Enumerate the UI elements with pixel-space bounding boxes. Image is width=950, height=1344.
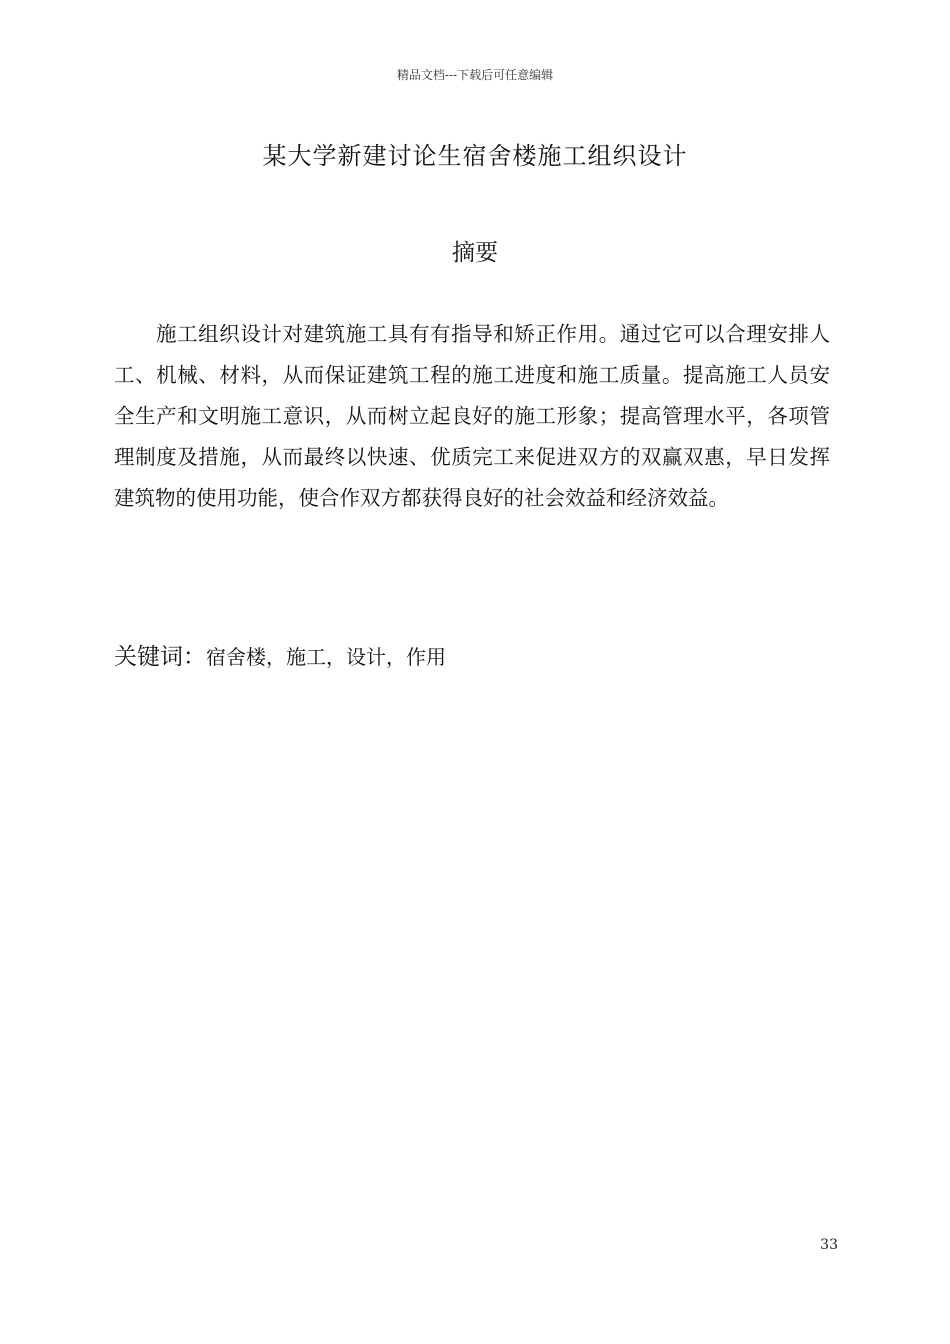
document-title: 某大学新建讨论生宿舍楼施工组织设计 (262, 142, 688, 170)
page-number: 33 (820, 1237, 838, 1253)
keywords-line (114, 638, 830, 671)
abstract-heading: 摘要 (452, 240, 498, 266)
keywords-value: 宿舍楼，施工，设计，作用 (206, 645, 446, 669)
abstract-paragraph: 施工组织设计对建筑施工具有有指导和矫正作用。通过它可以合理安排人工、机械、材料，从而保证建筑工程的施工进度和施工质量。提高施工人员安全生产和文明施工意识，从而树立起良好的施工形象；提高管理水平，各项管理制度及措施，从而最终以快速、优质完工来促进双方的双赢双惠，早日发挥建筑物的使用功能，使合作双方都获得良好的社会效益和经济效益。 (114, 322, 830, 510)
keywords-label: 关键词： (114, 644, 206, 670)
header-note: 精品文档---下载后可任意编辑 (396, 68, 554, 82)
